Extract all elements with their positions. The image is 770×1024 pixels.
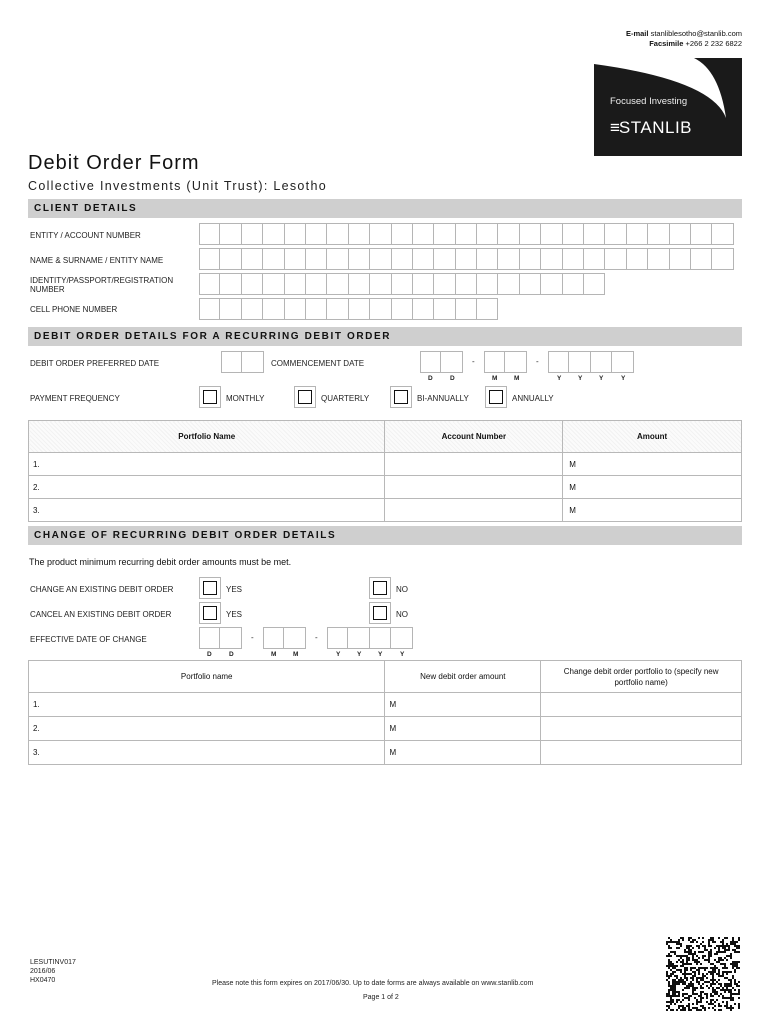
new-portfolio-cell[interactable] [541, 693, 742, 717]
char-box[interactable] [306, 273, 327, 295]
form-codes [30, 958, 76, 985]
month-marker: M [514, 375, 520, 382]
fax-label: Facsimile [649, 39, 684, 48]
amount-cell[interactable]: M [563, 499, 742, 522]
char-box[interactable] [563, 273, 584, 295]
char-box[interactable] [477, 223, 498, 245]
char-box[interactable] [541, 273, 562, 295]
char-box[interactable] [569, 351, 590, 373]
char-box[interactable] [349, 298, 370, 320]
char-box[interactable] [691, 248, 712, 270]
change-yes-label: YES [226, 585, 243, 594]
char-box[interactable] [220, 223, 241, 245]
table-row [29, 476, 742, 499]
checkbox-box [203, 606, 217, 620]
effective-day-input[interactable] [199, 627, 242, 649]
annually-option-label: ANNUALLY [512, 394, 554, 403]
table-header-row [29, 661, 742, 693]
day-marker: D [428, 375, 433, 382]
month-marker: M [293, 651, 299, 658]
char-box[interactable] [456, 223, 477, 245]
annually-checkbox[interactable] [485, 386, 507, 408]
checkbox-box [298, 390, 312, 404]
page-subtitle: Collective Investments (Unit Trust): Lesotho [28, 179, 327, 193]
quarterly-checkbox[interactable] [294, 386, 316, 408]
new-amount-cell[interactable]: M [385, 717, 541, 741]
month-marker: M [492, 375, 498, 382]
checkbox-box [203, 390, 217, 404]
table-row [29, 693, 742, 717]
char-box[interactable] [520, 223, 541, 245]
year-marker: Y [578, 375, 583, 382]
char-box[interactable] [284, 627, 305, 649]
minimum-amount-note: The product minimum recurring debit order amounts must be met. [29, 557, 292, 567]
char-box[interactable] [413, 298, 434, 320]
char-box[interactable] [477, 273, 498, 295]
char-box[interactable] [627, 223, 648, 245]
char-box[interactable] [242, 351, 263, 373]
portfolio-name-cell[interactable]: 1. [29, 693, 385, 717]
char-box[interactable] [327, 223, 348, 245]
cancel-no-label: NO [396, 610, 408, 619]
char-box[interactable] [670, 248, 691, 270]
char-box[interactable] [306, 223, 327, 245]
new-amount-cell[interactable]: M [385, 741, 541, 765]
char-box[interactable] [349, 248, 370, 270]
char-box[interactable] [627, 248, 648, 270]
char-box[interactable] [263, 223, 284, 245]
char-box[interactable] [434, 223, 455, 245]
expiry-notice: Please note this form expires on 2017/06/30. Up to date forms are always available on www.stanlib.com [212, 980, 534, 987]
char-box[interactable] [434, 273, 455, 295]
char-box[interactable] [584, 248, 605, 270]
cancel-no-checkbox[interactable] [369, 602, 391, 624]
email-label: E-mail [625, 29, 649, 38]
table-row [29, 499, 742, 522]
char-box[interactable] [392, 273, 413, 295]
quarterly-option-label: QUARTERLY [321, 394, 370, 403]
cancel-yes-checkbox[interactable] [199, 602, 221, 624]
checkbox-box [489, 390, 503, 404]
year-marker: Y [400, 651, 405, 658]
char-box[interactable] [520, 273, 541, 295]
char-box[interactable] [199, 298, 220, 320]
char-box[interactable] [563, 223, 584, 245]
account-number-cell[interactable] [385, 453, 563, 476]
change-existing-label: CHANGE AN EXISTING DEBIT ORDER [30, 585, 174, 594]
year-marker: Y [336, 651, 341, 658]
char-box[interactable] [242, 223, 263, 245]
monthly-checkbox[interactable] [199, 386, 221, 408]
portfolio-name-cell[interactable]: 3. [29, 499, 385, 522]
char-box[interactable] [221, 351, 242, 373]
checkbox-box [373, 581, 387, 595]
char-box[interactable] [370, 223, 391, 245]
char-box[interactable] [349, 273, 370, 295]
char-box[interactable] [484, 351, 505, 373]
char-box[interactable] [263, 248, 284, 270]
char-box[interactable] [220, 273, 241, 295]
date-separator: - [472, 357, 475, 366]
cell-label: CELL PHONE NUMBER [30, 305, 118, 314]
char-box[interactable] [605, 248, 626, 270]
logo-swoosh-icon [594, 58, 742, 156]
char-box[interactable] [648, 223, 669, 245]
date-separator: - [251, 633, 254, 642]
stanlib-logo [594, 58, 742, 156]
char-box[interactable] [498, 223, 519, 245]
new-amount-cell[interactable]: M [385, 693, 541, 717]
char-box[interactable] [420, 351, 441, 373]
change-no-label: NO [396, 585, 408, 594]
cell-phone-input[interactable] [199, 298, 498, 320]
entity-account-input[interactable] [199, 223, 734, 245]
effective-date-label: EFFECTIVE DATE OF CHANGE [30, 635, 147, 644]
char-box[interactable] [413, 248, 434, 270]
account-number-cell[interactable] [385, 476, 563, 499]
id-number-input[interactable] [199, 273, 605, 295]
char-box[interactable] [413, 223, 434, 245]
char-box[interactable] [370, 273, 391, 295]
account-number-header: Account Number [385, 421, 563, 453]
logo-tagline: Focused Investing [610, 96, 688, 107]
qr-code-icon [666, 937, 740, 1011]
email-value: stanliblesotho@stanlib.com [650, 29, 742, 38]
char-box[interactable] [605, 223, 626, 245]
preferred-date-input[interactable] [221, 351, 264, 373]
char-box[interactable] [648, 248, 669, 270]
form-ref: HX0470 [30, 977, 56, 984]
new-amount-header: New debit order amount [385, 661, 541, 693]
name-label: NAME & SURNAME / ENTITY NAME [30, 256, 164, 265]
day-marker: D [207, 651, 212, 658]
date-separator: - [536, 357, 539, 366]
char-box[interactable] [199, 627, 220, 649]
logo-brand: ≡STANLIB [610, 118, 693, 137]
char-box[interactable] [199, 248, 220, 270]
char-box[interactable] [285, 298, 306, 320]
portfolio-name-header: Portfolio Name [29, 421, 385, 453]
char-box[interactable] [434, 298, 455, 320]
table-row [29, 717, 742, 741]
cancel-existing-label: CANCEL AN EXISTING DEBIT ORDER [30, 610, 172, 619]
char-box[interactable] [242, 298, 263, 320]
change-debit-order-heading: CHANGE OF RECURRING DEBIT ORDER DETAILS [28, 526, 742, 545]
effective-month-input[interactable] [263, 627, 306, 649]
char-box[interactable] [263, 298, 284, 320]
char-box[interactable] [498, 273, 519, 295]
portfolio-name-cell[interactable]: 2. [29, 717, 385, 741]
checkbox-box [394, 390, 408, 404]
amount-cell[interactable]: M [563, 476, 742, 499]
new-portfolio-cell[interactable] [541, 717, 742, 741]
char-box[interactable] [670, 223, 691, 245]
char-box[interactable] [712, 248, 733, 270]
char-box[interactable] [441, 351, 462, 373]
payment-frequency-label: PAYMENT FREQUENCY [30, 394, 120, 403]
recurring-portfolio-table [28, 420, 742, 522]
table-row [29, 453, 742, 476]
char-box[interactable] [285, 273, 306, 295]
char-box[interactable] [456, 273, 477, 295]
char-box[interactable] [691, 223, 712, 245]
char-box[interactable] [612, 351, 633, 373]
char-box[interactable] [541, 223, 562, 245]
effective-year-input[interactable] [327, 627, 413, 649]
account-number-cell[interactable] [385, 499, 563, 522]
checkbox-box [373, 606, 387, 620]
char-box[interactable] [370, 248, 391, 270]
name-input[interactable] [199, 248, 734, 270]
char-box[interactable] [242, 273, 263, 295]
portfolio-name-cell[interactable]: 2. [29, 476, 385, 499]
char-box[interactable] [263, 273, 284, 295]
new-portfolio-cell[interactable] [541, 741, 742, 765]
page-number: Page 1 of 2 [363, 994, 399, 1001]
char-box[interactable] [505, 351, 526, 373]
commencement-month-input[interactable] [484, 351, 527, 373]
char-box[interactable] [712, 223, 733, 245]
year-marker: Y [621, 375, 626, 382]
char-box[interactable] [199, 223, 220, 245]
change-portfolio-table [28, 660, 742, 765]
commencement-year-input[interactable] [548, 351, 634, 373]
char-box[interactable] [392, 298, 413, 320]
year-marker: Y [357, 651, 362, 658]
change-yes-checkbox[interactable] [199, 577, 221, 599]
form-code: LESUTINV017 [30, 959, 76, 966]
amount-cell[interactable]: M [563, 453, 742, 476]
bi-annually-checkbox[interactable] [390, 386, 412, 408]
checkbox-box [203, 581, 217, 595]
portfolio-name-cell[interactable]: 1. [29, 453, 385, 476]
day-marker: D [450, 375, 455, 382]
bi-annually-option-label: BI-ANNUALLY [417, 394, 469, 403]
char-box[interactable] [327, 273, 348, 295]
new-portfolio-header: Change debit order portfolio to (specify new portfolio name) [541, 661, 742, 693]
char-box[interactable] [456, 248, 477, 270]
char-box[interactable] [285, 223, 306, 245]
char-box[interactable] [391, 627, 412, 649]
char-box[interactable] [434, 248, 455, 270]
char-box[interactable] [413, 273, 434, 295]
monthly-option-label: MONTHLY [226, 394, 265, 403]
year-marker: Y [378, 651, 383, 658]
char-box[interactable] [370, 298, 391, 320]
char-box[interactable] [327, 298, 348, 320]
char-box[interactable] [306, 248, 327, 270]
client-details-heading: CLIENT DETAILS [28, 199, 742, 218]
char-box[interactable] [327, 627, 348, 649]
char-box[interactable] [456, 298, 477, 320]
logo-brand-text: STANLIB [618, 118, 693, 137]
char-box[interactable] [327, 248, 348, 270]
year-marker: Y [599, 375, 604, 382]
form-date: 2016/06 [30, 968, 56, 975]
table-header-row [29, 421, 742, 453]
page-title: Debit Order Form [28, 152, 200, 174]
entity-label: ENTITY / ACCOUNT NUMBER [30, 231, 141, 240]
char-box[interactable] [370, 627, 391, 649]
char-box[interactable] [498, 248, 519, 270]
char-box[interactable] [584, 273, 605, 295]
table-row [29, 741, 742, 765]
portfolio-name-cell[interactable]: 3. [29, 741, 385, 765]
contact-block [626, 29, 742, 49]
date-separator: - [315, 633, 318, 642]
char-box[interactable] [349, 223, 370, 245]
char-box[interactable] [548, 351, 569, 373]
amount-header: Amount [563, 421, 742, 453]
commencement-label: COMMENCEMENT DATE [271, 359, 365, 368]
char-box[interactable] [242, 248, 263, 270]
char-box[interactable] [477, 298, 498, 320]
day-marker: D [229, 651, 234, 658]
portfolio-name-header: Portfolio name [29, 661, 385, 693]
preferred-date-label: DEBIT ORDER PREFERRED DATE [30, 359, 160, 368]
char-box[interactable] [392, 223, 413, 245]
char-box[interactable] [306, 298, 327, 320]
cancel-yes-label: YES [226, 610, 243, 619]
char-box[interactable] [477, 248, 498, 270]
char-box[interactable] [199, 273, 220, 295]
char-box[interactable] [348, 627, 369, 649]
commencement-day-input[interactable] [420, 351, 463, 373]
year-marker: Y [557, 375, 562, 382]
char-box[interactable] [392, 248, 413, 270]
debit-order-heading: DEBIT ORDER DETAILS FOR A RECURRING DEBIT ORDER [28, 327, 742, 346]
char-box[interactable] [541, 248, 562, 270]
char-box[interactable] [220, 298, 241, 320]
fax-value: +266 2 232 6822 [685, 39, 742, 48]
id-label: IDENTITY/PASSPORT/REGISTRATION NUMBER [30, 276, 174, 294]
char-box[interactable] [591, 351, 612, 373]
char-box[interactable] [563, 248, 584, 270]
change-no-checkbox[interactable] [369, 577, 391, 599]
month-marker: M [271, 651, 277, 658]
char-box[interactable] [584, 223, 605, 245]
char-box[interactable] [263, 627, 284, 649]
char-box[interactable] [220, 627, 241, 649]
char-box[interactable] [285, 248, 306, 270]
char-box[interactable] [520, 248, 541, 270]
char-box[interactable] [220, 248, 241, 270]
